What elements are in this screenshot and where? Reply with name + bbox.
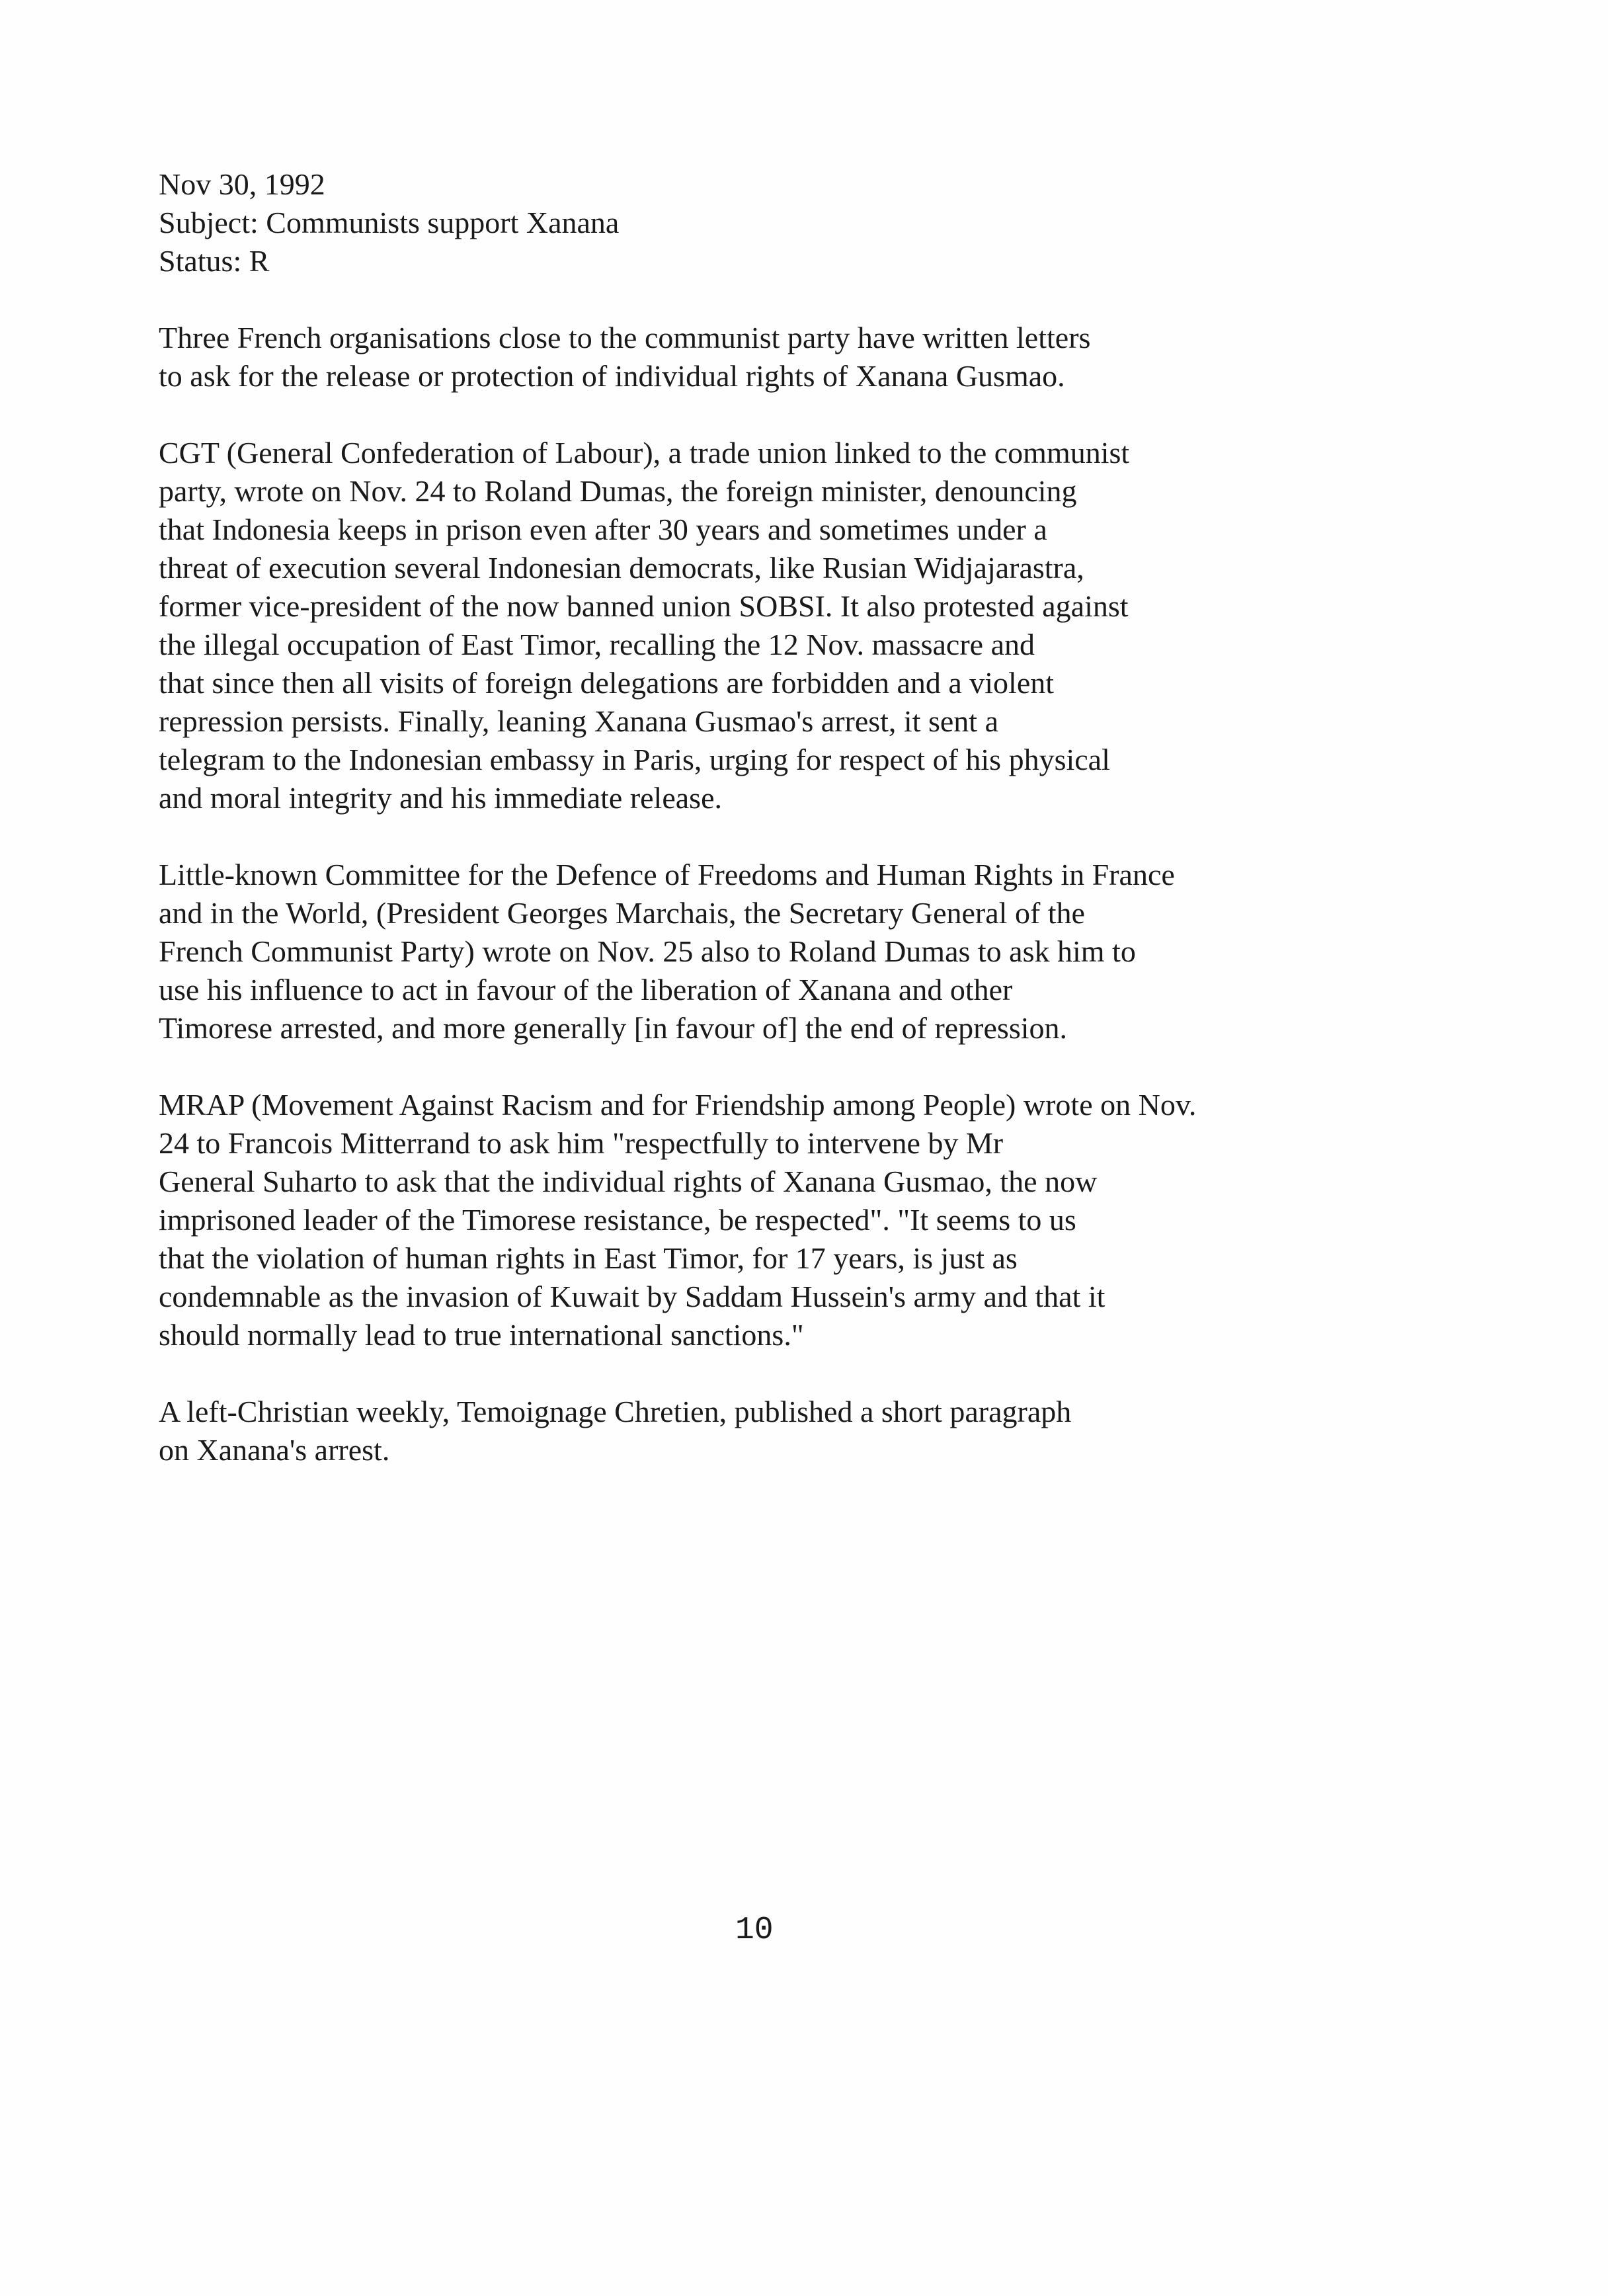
text-line: Three French organisations close to the communist party have written letters	[159, 321, 1091, 354]
text-line: that since then all visits of foreign delegations are forbidden and a violent	[159, 666, 1055, 700]
status-line: Status: R	[159, 244, 270, 278]
text-line: and moral integrity and his immediate release.	[159, 781, 722, 815]
text-line: 24 to Francois Mitterrand to ask him "respectfully to intervene by Mr	[159, 1126, 1004, 1160]
text-line: on Xanana's arrest.	[159, 1433, 390, 1467]
text-line: and in the World, (President Georges Marchais, the Secretary General of the	[159, 896, 1085, 930]
text-line: that the violation of human rights in East Timor, for 17 years, is just as	[159, 1241, 1018, 1275]
paragraph-mrap	[159, 1086, 1415, 1354]
text-line: telegram to the Indonesian embassy in Paris, urging for respect of his physical	[159, 743, 1110, 776]
paragraph-committee	[159, 856, 1415, 1047]
text-line: A left-Christian weekly, Temoignage Chretien, published a short paragraph	[159, 1395, 1072, 1428]
text-line: condemnable as the invasion of Kuwait by Saddam Hussein's army and that it	[159, 1280, 1106, 1313]
text-line: party, wrote on Nov. 24 to Roland Dumas, the foreign minister, denouncing	[159, 474, 1077, 508]
document-header	[159, 165, 1415, 280]
text-line: should normally lead to true international sanctions."	[159, 1318, 804, 1352]
paragraph-intro	[159, 319, 1415, 395]
text-line: that Indonesia keeps in prison even after 30 years and sometimes under a	[159, 512, 1047, 546]
date-line: Nov 30, 1992	[159, 167, 325, 201]
text-line: General Suharto to ask that the individual rights of Xanana Gusmao, the now	[159, 1165, 1098, 1198]
text-line: former vice-president of the now banned union SOBSI. It also protested against	[159, 589, 1129, 623]
paragraph-cgt	[159, 434, 1415, 817]
text-line: CGT (General Confederation of Labour), a trade union linked to the communist	[159, 436, 1130, 470]
text-line: the illegal occupation of East Timor, recalling the 12 Nov. massacre and	[159, 628, 1035, 661]
text-line: repression persists. Finally, leaning Xanana Gusmao's arrest, it sent a	[159, 704, 999, 738]
text-line: Timorese arrested, and more generally [in favour of] the end of repression.	[159, 1011, 1068, 1045]
text-line: imprisoned leader of the Timorese resistance, be respected". "It seems to us	[159, 1203, 1076, 1237]
paragraph-weekly	[159, 1393, 1415, 1469]
text-line: use his influence to act in favour of the liberation of Xanana and other	[159, 973, 1013, 1006]
text-line: threat of execution several Indonesian democrats, like Rusian Widjajarastra,	[159, 551, 1084, 585]
document-body	[159, 165, 1415, 1469]
text-line: to ask for the release or protection of individual rights of Xanana Gusmao.	[159, 359, 1065, 393]
subject-line: Subject: Communists support Xanana	[159, 206, 620, 239]
text-line: French Communist Party) wrote on Nov. 25 also to Roland Dumas to ask him to	[159, 934, 1136, 968]
text-line: MRAP (Movement Against Racism and for Friendship among People) wrote on Nov.	[159, 1088, 1197, 1122]
text-line: Little-known Committee for the Defence of Freedoms and Human Rights in France	[159, 858, 1175, 891]
page-number: 10	[735, 1912, 774, 1948]
